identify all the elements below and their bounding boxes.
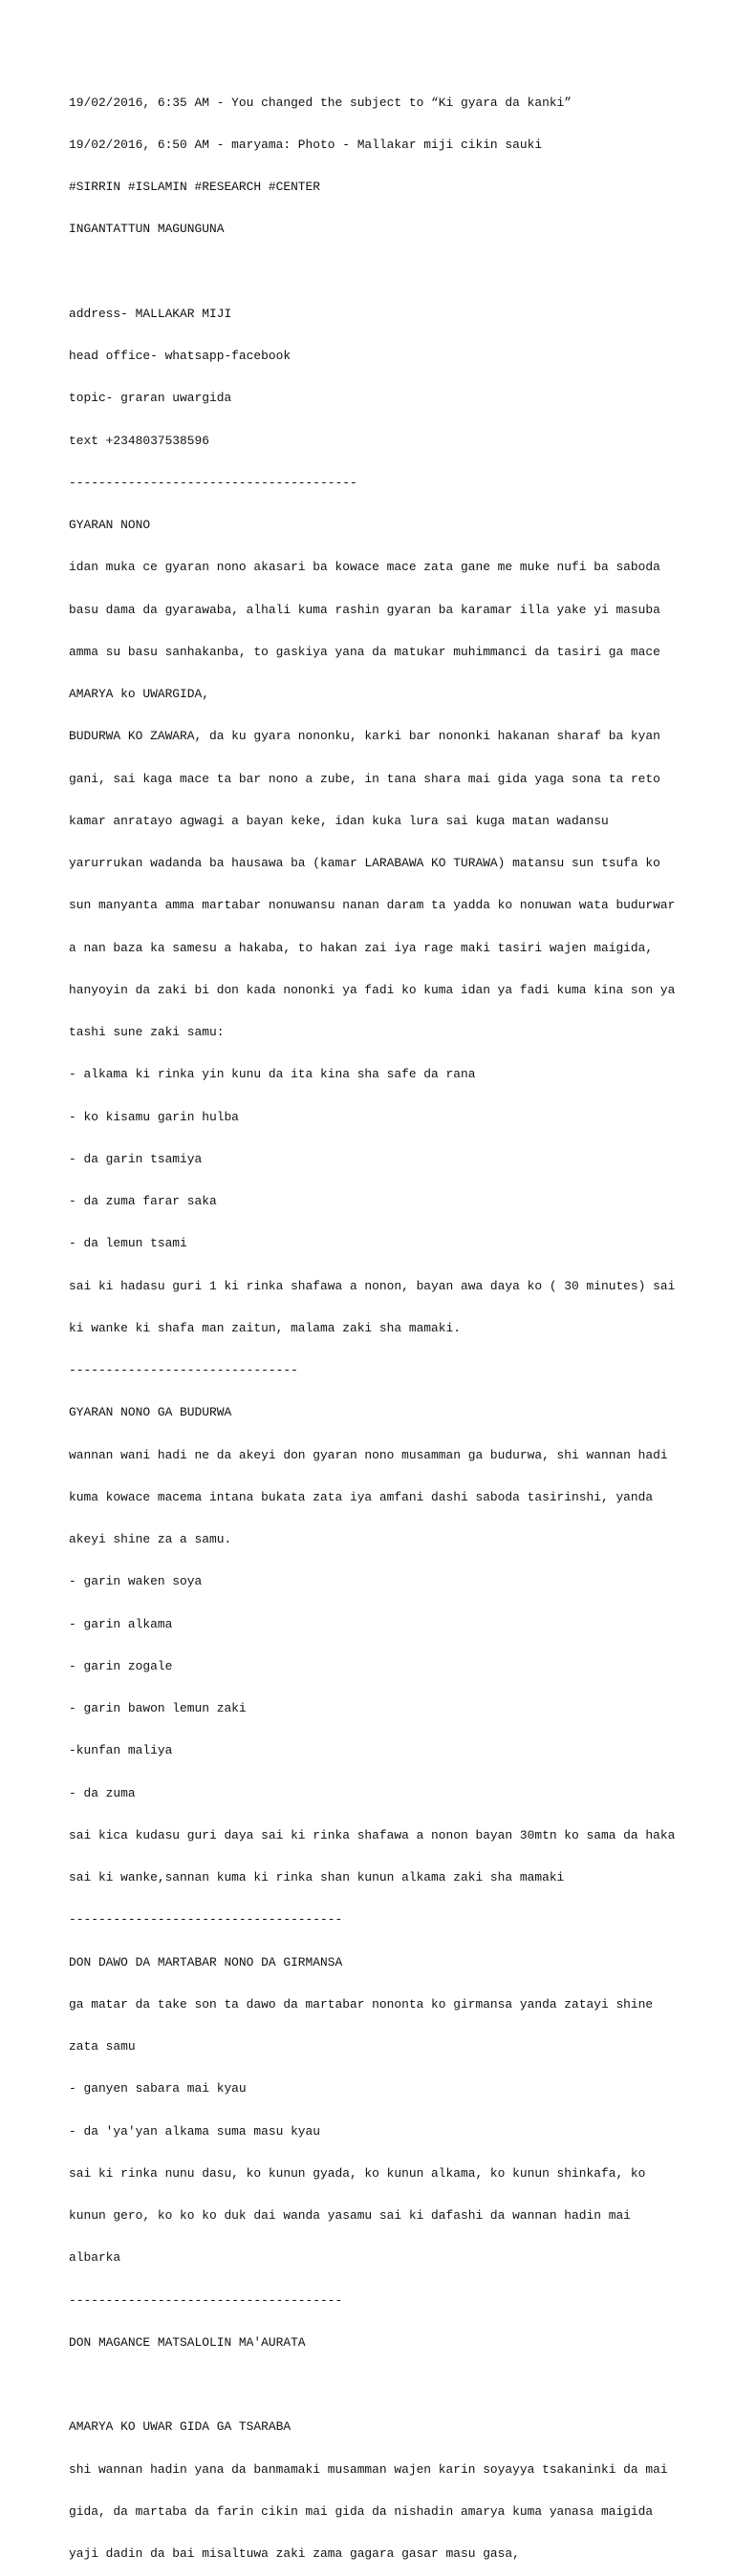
blank-line — [69, 2378, 680, 2393]
list-item: -kunfan maliya — [69, 1743, 173, 1758]
body-line: sun manyanta amma martabar nonuwansu nanan daram ta yadda ko nonuwan wata budurwar — [69, 898, 676, 913]
section-heading: GYARAN NONO GA BUDURWA — [69, 1405, 232, 1420]
divider-line: --------------------------------------- — [69, 475, 357, 490]
list-item: - da garin tsamiya — [69, 1151, 203, 1166]
section-heading: DON DAWO DA MARTABAR NONO DA GIRMANSA — [69, 1954, 343, 1969]
body-line: gani, sai kaga mace ta bar nono a zube, in tana shara mai gida yaga sona ta reto — [69, 771, 660, 786]
list-item: - garin zogale — [69, 1658, 173, 1673]
body-line: hanyoyin da zaki bi don kada nononki ya fadi ko kuma idan ya fadi kuma kina son ya — [69, 982, 676, 997]
list-item: - ko kisamu garin hulba — [69, 1109, 239, 1124]
body-line: AMARYA ko UWARGIDA, — [69, 687, 209, 701]
body-line: sai kica kudasu guri daya sai ki rinka shafawa a nonon bayan 30mtn ko sama da haka — [69, 1827, 676, 1842]
list-item: - ganyen sabara mai kyau — [69, 2081, 247, 2097]
body-line: tashi sune zaki samu: — [69, 1025, 225, 1039]
body-line: shi wannan hadin yana da banmamaki musamman wajen karin soyayya tsakaninki da mai — [69, 2461, 668, 2477]
list-item: - da lemun tsami — [69, 1236, 187, 1251]
list-item: - garin bawon lemun zaki — [69, 1701, 247, 1715]
hashtag-line: #SIRRIN #ISLAMIN #RESEARCH #CENTER — [69, 180, 321, 194]
address-line: address- MALLAKAR MIJI — [69, 306, 232, 321]
body-line: ki wanke ki shafa man zaitun, malama zaki sha mamaki. — [69, 1320, 461, 1335]
divider-line: ------------------------------------- — [69, 2292, 343, 2308]
body-line: wannan wani hadi ne da akeyi don gyaran nono musamman ga budurwa, shi wannan hadi — [69, 1447, 668, 1462]
section-heading: DON MAGANCE MATSALOLIN MA'AURATA — [69, 2334, 306, 2350]
body-line: basu dama da gyarawaba, alhali kuma rashin gyaran ba karamar illa yake yi masuba — [69, 602, 660, 617]
body-line: zata samu — [69, 2039, 136, 2054]
body-line: sai ki hadasu guri 1 ki rinka shafawa a nonon, bayan awa daya ko ( 30 minutes) sai — [69, 1278, 676, 1293]
body-line: yarurrukan wadanda ba hausawa ba (kamar LARABAWA KO TURAWA) matansu sun tsufa ko — [69, 856, 660, 870]
body-line: a nan baza ka samesu a hakaba, to hakan zai iya rage maki tasiri wajen maigida, — [69, 940, 654, 955]
body-line: idan muka ce gyaran nono akasari ba kowace mace zata gane me muke nufi ba saboda — [69, 560, 660, 575]
list-item: - da zuma farar saka — [69, 1194, 217, 1208]
divider-line: ------------------------------------- — [69, 1912, 343, 1927]
body-line: amma su basu sanhakanba, to gaskiya yana da matukar muhimmanci da tasiri ga mace — [69, 644, 660, 659]
body-line: akeyi shine za a samu. — [69, 1532, 232, 1546]
body-line: albarka — [69, 2250, 121, 2266]
list-item: - alkama ki rinka yin kunu da ita kina sha safe da rana — [69, 1067, 476, 1082]
phone-line: text +2348037538596 — [69, 433, 209, 448]
document-page — [69, 68, 680, 2576]
list-item: - garin waken soya — [69, 1574, 203, 1589]
body-line: yaji dadin da bai misaltuwa zaki zama gagara gasar masu gasa, — [69, 2546, 520, 2561]
list-item: - garin alkama — [69, 1616, 173, 1631]
divider-line: ------------------------------- — [69, 1363, 298, 1377]
body-line: kuma kowace macema intana bukata zata iya amfani dashi saboda tasirinshi, yanda — [69, 1489, 654, 1504]
list-item: - da zuma — [69, 1785, 136, 1800]
document-heading: INGANTATTUN MAGUNGUNA — [69, 222, 225, 237]
body-line: ga matar da take son ta dawo da martabar nononta ko girmansa yanda zatayi shine — [69, 1996, 654, 2012]
body-line: kunun gero, ko ko ko duk dai wanda yasamu sai ki dafashi da wannan hadin mai — [69, 2208, 631, 2223]
body-line: BUDURWA KO ZAWARA, da ku gyara nononku, karki bar nononki hakanan sharaf ba kyan — [69, 729, 660, 744]
topic-line: topic- graran uwargida — [69, 391, 232, 406]
list-item: - da 'ya'yan alkama suma masu kyau — [69, 2123, 321, 2139]
section-heading: AMARYA KO UWAR GIDA GA TSARABA — [69, 2419, 291, 2435]
chat-log-line-subject: 19/02/2016, 6:35 AM - You changed the subject to “Ki gyara da kanki” — [69, 95, 572, 110]
blank-line — [69, 266, 680, 280]
body-line: sai ki wanke,sannan kuma ki rinka shan kunun alkama zaki sha mamaki — [69, 1870, 565, 1884]
section-heading: GYARAN NONO — [69, 518, 151, 532]
body-line: sai ki rinka nunu dasu, ko kunun gyada, ko kunun alkama, ko kunun shinkafa, ko — [69, 2165, 646, 2181]
body-line: kamar anratayo agwagi a bayan keke, idan kuka lura sai kuga matan wadansu — [69, 813, 609, 828]
head-office-line: head office- whatsapp-facebook — [69, 349, 291, 363]
chat-log-line-photo: 19/02/2016, 6:50 AM - maryama: Photo - Mallakar miji cikin sauki — [69, 137, 543, 152]
body-line: gida, da martaba da farin cikin mai gida da nishadin amarya kuma yanasa maigida — [69, 2503, 654, 2519]
